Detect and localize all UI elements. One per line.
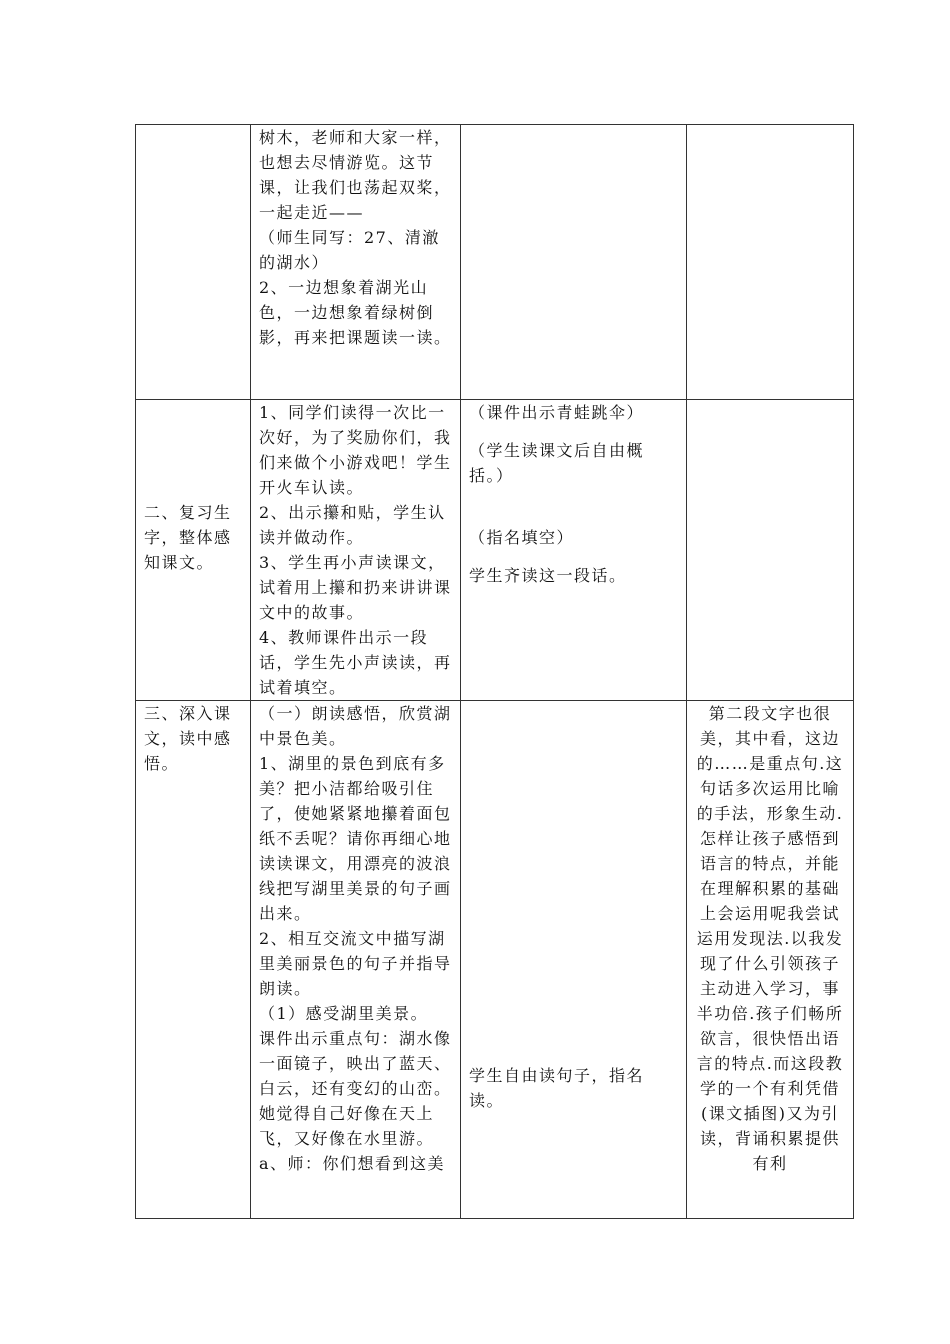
teacher-paragraph: （师生同写：27、清澈的湖水） (259, 228, 440, 272)
teacher-paragraph: 3、学生再小声读课文，试着用上攥和扔来讲讲课文中的故事。 (259, 553, 452, 622)
design-note-text: 第二段文字也很美，其中看，这边的……是重点句.这句话多次运用比喻的手法，形象生动.怎样让孩子感悟到语言的特点，并能在理解积累的基础上会运用呢我尝试运用发现法.以我发现了什么引领孩子主动进入学习，事半功倍.孩子们畅所欲言，很快悟出语言的特点.而这段教学的一个有利凭借(课文插图)又为引读，背诵积累提供有利 (696, 704, 844, 1173)
student-activity-cell (461, 701, 687, 1219)
teacher-activity-cell (251, 701, 461, 1219)
student-paragraph: （指名填空） (469, 528, 575, 547)
teacher-paragraph: 4、教师课件出示一段话，学生先小声读读，再试着填空。 (259, 628, 452, 697)
teacher-paragraph: a、师：你们想看到这美 (259, 1154, 446, 1173)
teacher-paragraph: （一）朗读感悟，欣赏湖中景色美。 (259, 704, 452, 748)
table-row (136, 701, 854, 1219)
table-row (136, 125, 854, 400)
student-paragraph: 学生齐读这一段话。 (469, 566, 627, 585)
teacher-activity-cell (251, 125, 461, 400)
student-paragraph: （课件出示青蛙跳伞） (469, 403, 645, 422)
stage-cell (136, 125, 251, 400)
stage-cell (136, 701, 251, 1219)
teacher-paragraph: 1、湖里的景色到底有多美？把小洁都给吸引住了，使她紧紧地攥着面包纸不丢呢？请你再细心地读读课文，用漂亮的波浪线把写湖里美景的句子画出来。 (259, 754, 452, 923)
student-paragraph: 学生自由读句子，指名读。 (469, 1066, 645, 1110)
design-note-cell (687, 125, 854, 400)
stage-text: 二、复习生字，整体感知课文。 (144, 503, 232, 572)
teacher-paragraph: 课件出示重点句：湖水像一面镜子，映出了蓝天、白云，还有变幻的山峦。她觉得自己好像在天上飞，又好像在水里游。 (259, 1029, 452, 1148)
student-paragraph: （学生读课文后自由概括。） (469, 441, 645, 485)
teacher-paragraph: （1）感受湖里美景。 (259, 1004, 429, 1023)
teacher-paragraph: 树木，老师和大家一样，也想去尽情游览。这节课，让我们也荡起双桨，一起走近—— (259, 128, 452, 222)
teacher-paragraph: 1、同学们读得一次比一次好，为了奖励你们，我们来做个小游戏吧！学生开火车认读。 (259, 403, 452, 497)
stage-cell (136, 400, 251, 701)
student-activity-cell (461, 125, 687, 400)
teacher-activity-cell (251, 400, 461, 701)
teacher-paragraph: 2、一边想象着湖光山色，一边想象着绿树倒影，再来把课题读一读。 (259, 278, 452, 347)
stage-text: 三、深入课文，读中感悟。 (144, 704, 232, 773)
lesson-plan-table (135, 124, 854, 1219)
design-note-cell (687, 701, 854, 1219)
student-activity-cell (461, 400, 687, 701)
table-row (136, 400, 854, 701)
teacher-paragraph: 2、出示攥和贴，学生认读并做动作。 (259, 503, 446, 547)
teacher-paragraph: 2、相互交流文中描写湖里美丽景色的句子并指导朗读。 (259, 929, 452, 998)
design-note-cell (687, 400, 854, 701)
